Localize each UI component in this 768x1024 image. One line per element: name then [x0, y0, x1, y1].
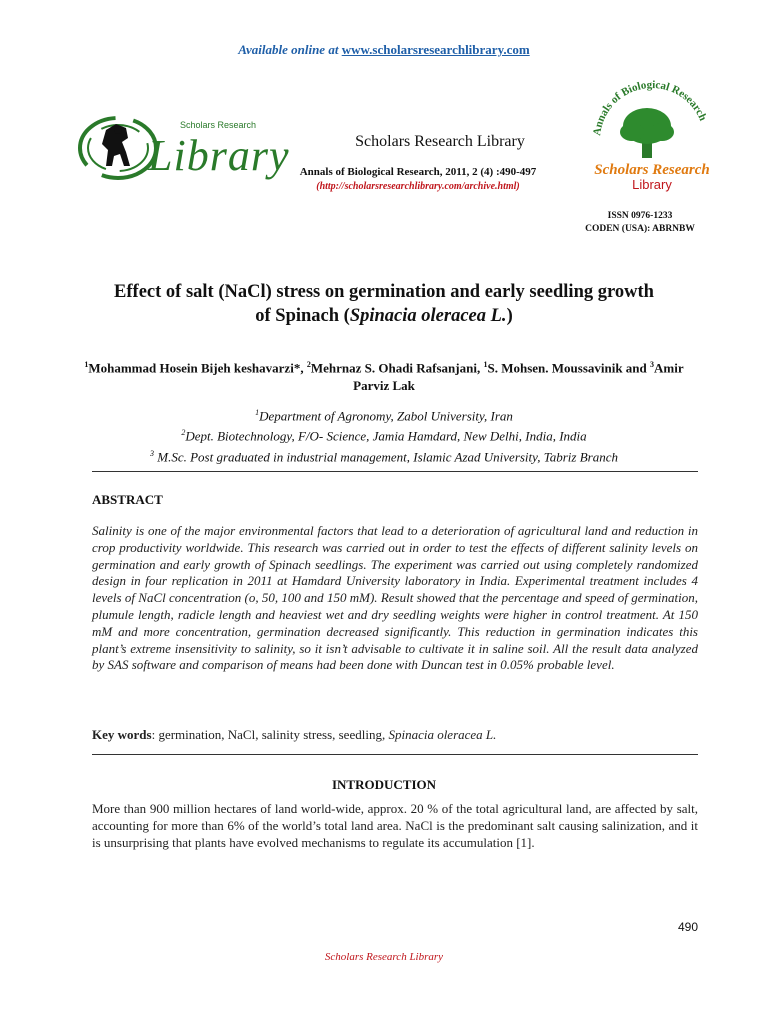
annals-logo: [582, 78, 722, 198]
issn: ISSN 0976-1233: [607, 211, 673, 221]
affiliation-sup: 3: [149, 448, 154, 458]
website-link[interactable]: www.scholarsresearchlibrary.com: [341, 42, 530, 57]
author-name: Mohammad Hosein Bijeh keshavarzi*,: [88, 360, 307, 376]
title-line-2: [60, 304, 708, 328]
logo-sub-text: Library: [632, 177, 672, 192]
logo-script-text: Library: [148, 131, 290, 180]
affiliations: [60, 404, 708, 465]
authors: [80, 356, 688, 395]
affiliation-sup: 1: [255, 408, 260, 417]
divider: [92, 471, 698, 472]
logo-name-text: Scholars Research: [594, 162, 710, 178]
abstract-body: Salinity is one of the major environmental factors that lead to a deterioration of agricultural land and reduction in crop productivity worldwide. This research was carried out in order to test the effects of different salinity levels on germination and early growth of Spinach seedlings. The experiment was carried out using completely randomized design in four replication in 2011 at Hamdard University laboratory in India. Experimental treatment includes 4 levels of NaCl concentration (o, 50, 100 and 150 mM). Result showed that the percentage and speed of germination, plumule length, radicle length and heaviest wet and dry seedling weights were higher in control treatment. At 150 mM and more concentration, germination decreased significantly. This reduction in germination indicates this plant’s extreme insensitivity to salinity, so it isn’t advisable to cultivate it in saline soil. All the result data analyzed by SAS software and comparison of means had been done with Duncan test in 0.05% probable level.: [92, 523, 698, 673]
keywords: [92, 727, 698, 743]
affiliation-text: M.Sc. Post graduated in industrial management, Islamic Azad University, Tabriz Branch: [153, 448, 618, 464]
author-sup: 1: [84, 360, 89, 369]
author-name: Amir Parviz Lak: [353, 360, 684, 394]
keywords-species: Spinacia oleracea L.: [388, 727, 497, 742]
tree-emblem-icon: [582, 78, 722, 198]
footer-publisher: Scholars Research Library: [324, 951, 444, 963]
paper-title: [60, 280, 708, 328]
title-suffix: ): [506, 306, 513, 326]
abstract-heading: ABSTRACT: [92, 492, 163, 507]
title-prefix: of Spinach (: [255, 306, 350, 326]
author-sup: 1: [483, 360, 488, 369]
introduction-body: More than 900 million hectares of land world-wide, approx. 20 % of the total agricultural land, are affected by salt, accounting for more than 6% of the world’s total land area. NaCl is the predominant salt causing salinization, and it is unsurprising that plants have evolved mechanisms to regulate its accumulation [1].: [92, 801, 698, 850]
keywords-label: Key words: [92, 727, 152, 742]
divider: [92, 754, 698, 755]
affiliation-text: Dept. Biotechnology, F/O- Science, Jamia Hamdard, New Delhi, India, India: [185, 428, 587, 444]
keywords-text: : germination, NaCl, salinity stress, seedling,: [151, 727, 389, 742]
title-line-1: Effect of salt (NaCl) stress on germination and early seedling growth: [114, 282, 654, 302]
scholars-library-logo: [70, 108, 290, 198]
affiliation-1: [60, 404, 708, 424]
title-species: Spinacia oleracea L.: [349, 306, 507, 326]
affiliation-sup: 2: [181, 428, 186, 438]
coden: CODEN (USA): ABRNBW: [585, 224, 695, 234]
affiliation-text: Department of Agronomy, Zabol University, Iran: [259, 408, 513, 424]
author-name: S. Mohsen. Moussavinik and: [487, 360, 651, 376]
available-online-prefix: Available online at: [238, 42, 342, 57]
logo-small-text: Scholars Research: [180, 120, 257, 130]
library-name: Scholars Research Library: [355, 133, 525, 150]
affiliation-3: [60, 445, 708, 465]
available-online-line: [0, 42, 768, 58]
author-name: Mehrnaz S. Ohadi Rafsanjani,: [310, 360, 484, 376]
logo-arc-text: Annals of Biological Research: [591, 78, 709, 137]
page-number: 490: [677, 920, 698, 934]
archive-url[interactable]: (http://scholarsresearchlibrary.com/archive.html): [316, 181, 520, 192]
author-sup: 2: [306, 360, 311, 369]
introduction-heading: INTRODUCTION: [331, 777, 436, 792]
affiliation-2: [60, 424, 708, 444]
journal-citation: Annals of Biological Research, 2011, 2 (4) :490-497: [299, 166, 537, 178]
author-sup: 3: [650, 360, 655, 369]
issn-block: [560, 210, 720, 236]
